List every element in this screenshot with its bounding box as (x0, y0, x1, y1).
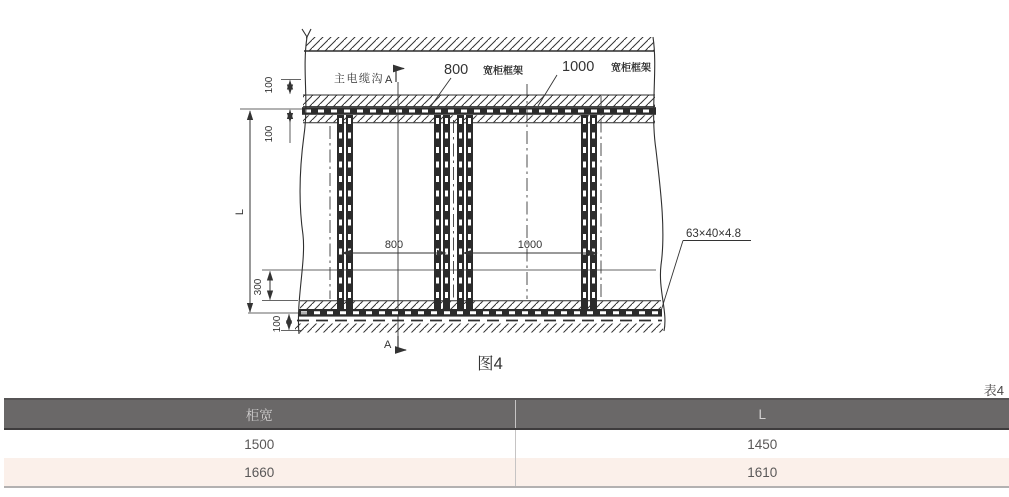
svg-text:100: 100 (264, 125, 275, 143)
svg-text:宽柜框架: 宽柜框架 (483, 66, 523, 77)
svg-text:100: 100 (264, 76, 275, 94)
dim-300-inner-bottom (253, 272, 270, 300)
bottom-frame-member (295, 309, 663, 333)
cell-l-1610: 1610 (515, 458, 1009, 487)
col-header-l: L (515, 399, 1009, 429)
section-marker-bottom-arrow (398, 336, 406, 350)
dim-100-inner-top (264, 110, 290, 143)
svg-text:100: 100 (272, 315, 283, 333)
svg-text:800: 800 (444, 62, 469, 78)
dim-overall-L (234, 111, 250, 312)
dim-100-bottom (272, 315, 289, 333)
angle-steel-size-label: 63×40×4.8 (686, 228, 742, 240)
svg-text:300: 300 (253, 278, 264, 296)
svg-text:L: L (234, 208, 246, 216)
dim-bay-800 (342, 239, 446, 253)
dim-100-top (264, 76, 290, 93)
section-marker-top-arrow (396, 69, 404, 83)
trench-label: 主电缆沟 (334, 73, 384, 85)
bottom-frame-hatch (300, 301, 661, 309)
dim-bay-1000 (463, 239, 597, 253)
table-row (4, 458, 1009, 487)
section-marker-a-bottom: A (384, 339, 392, 351)
table-tag: 表4 (983, 383, 1004, 398)
svg-text:1000: 1000 (517, 239, 543, 251)
angle-steel-callout (661, 228, 751, 311)
cell-width-1660: 1660 (4, 458, 515, 487)
cell-width-1500: 1500 (4, 429, 515, 458)
section-marker-a-top: A (385, 74, 393, 86)
top-frame-member (302, 95, 656, 123)
dimension-table (4, 398, 1009, 488)
svg-text:800: 800 (384, 239, 404, 251)
figure-caption: 图4 (477, 355, 503, 373)
cell-l-1450: 1450 (515, 429, 1009, 458)
top-ground-hatch (304, 37, 654, 51)
svg-text:宽柜框架: 宽柜框架 (611, 63, 651, 74)
table-row (4, 429, 1009, 458)
table-header-row (4, 399, 1009, 429)
col-header-cabinet-width: 柜宽 (4, 399, 515, 429)
vertical-frame-members (337, 115, 597, 310)
svg-text:1000: 1000 (562, 59, 595, 75)
